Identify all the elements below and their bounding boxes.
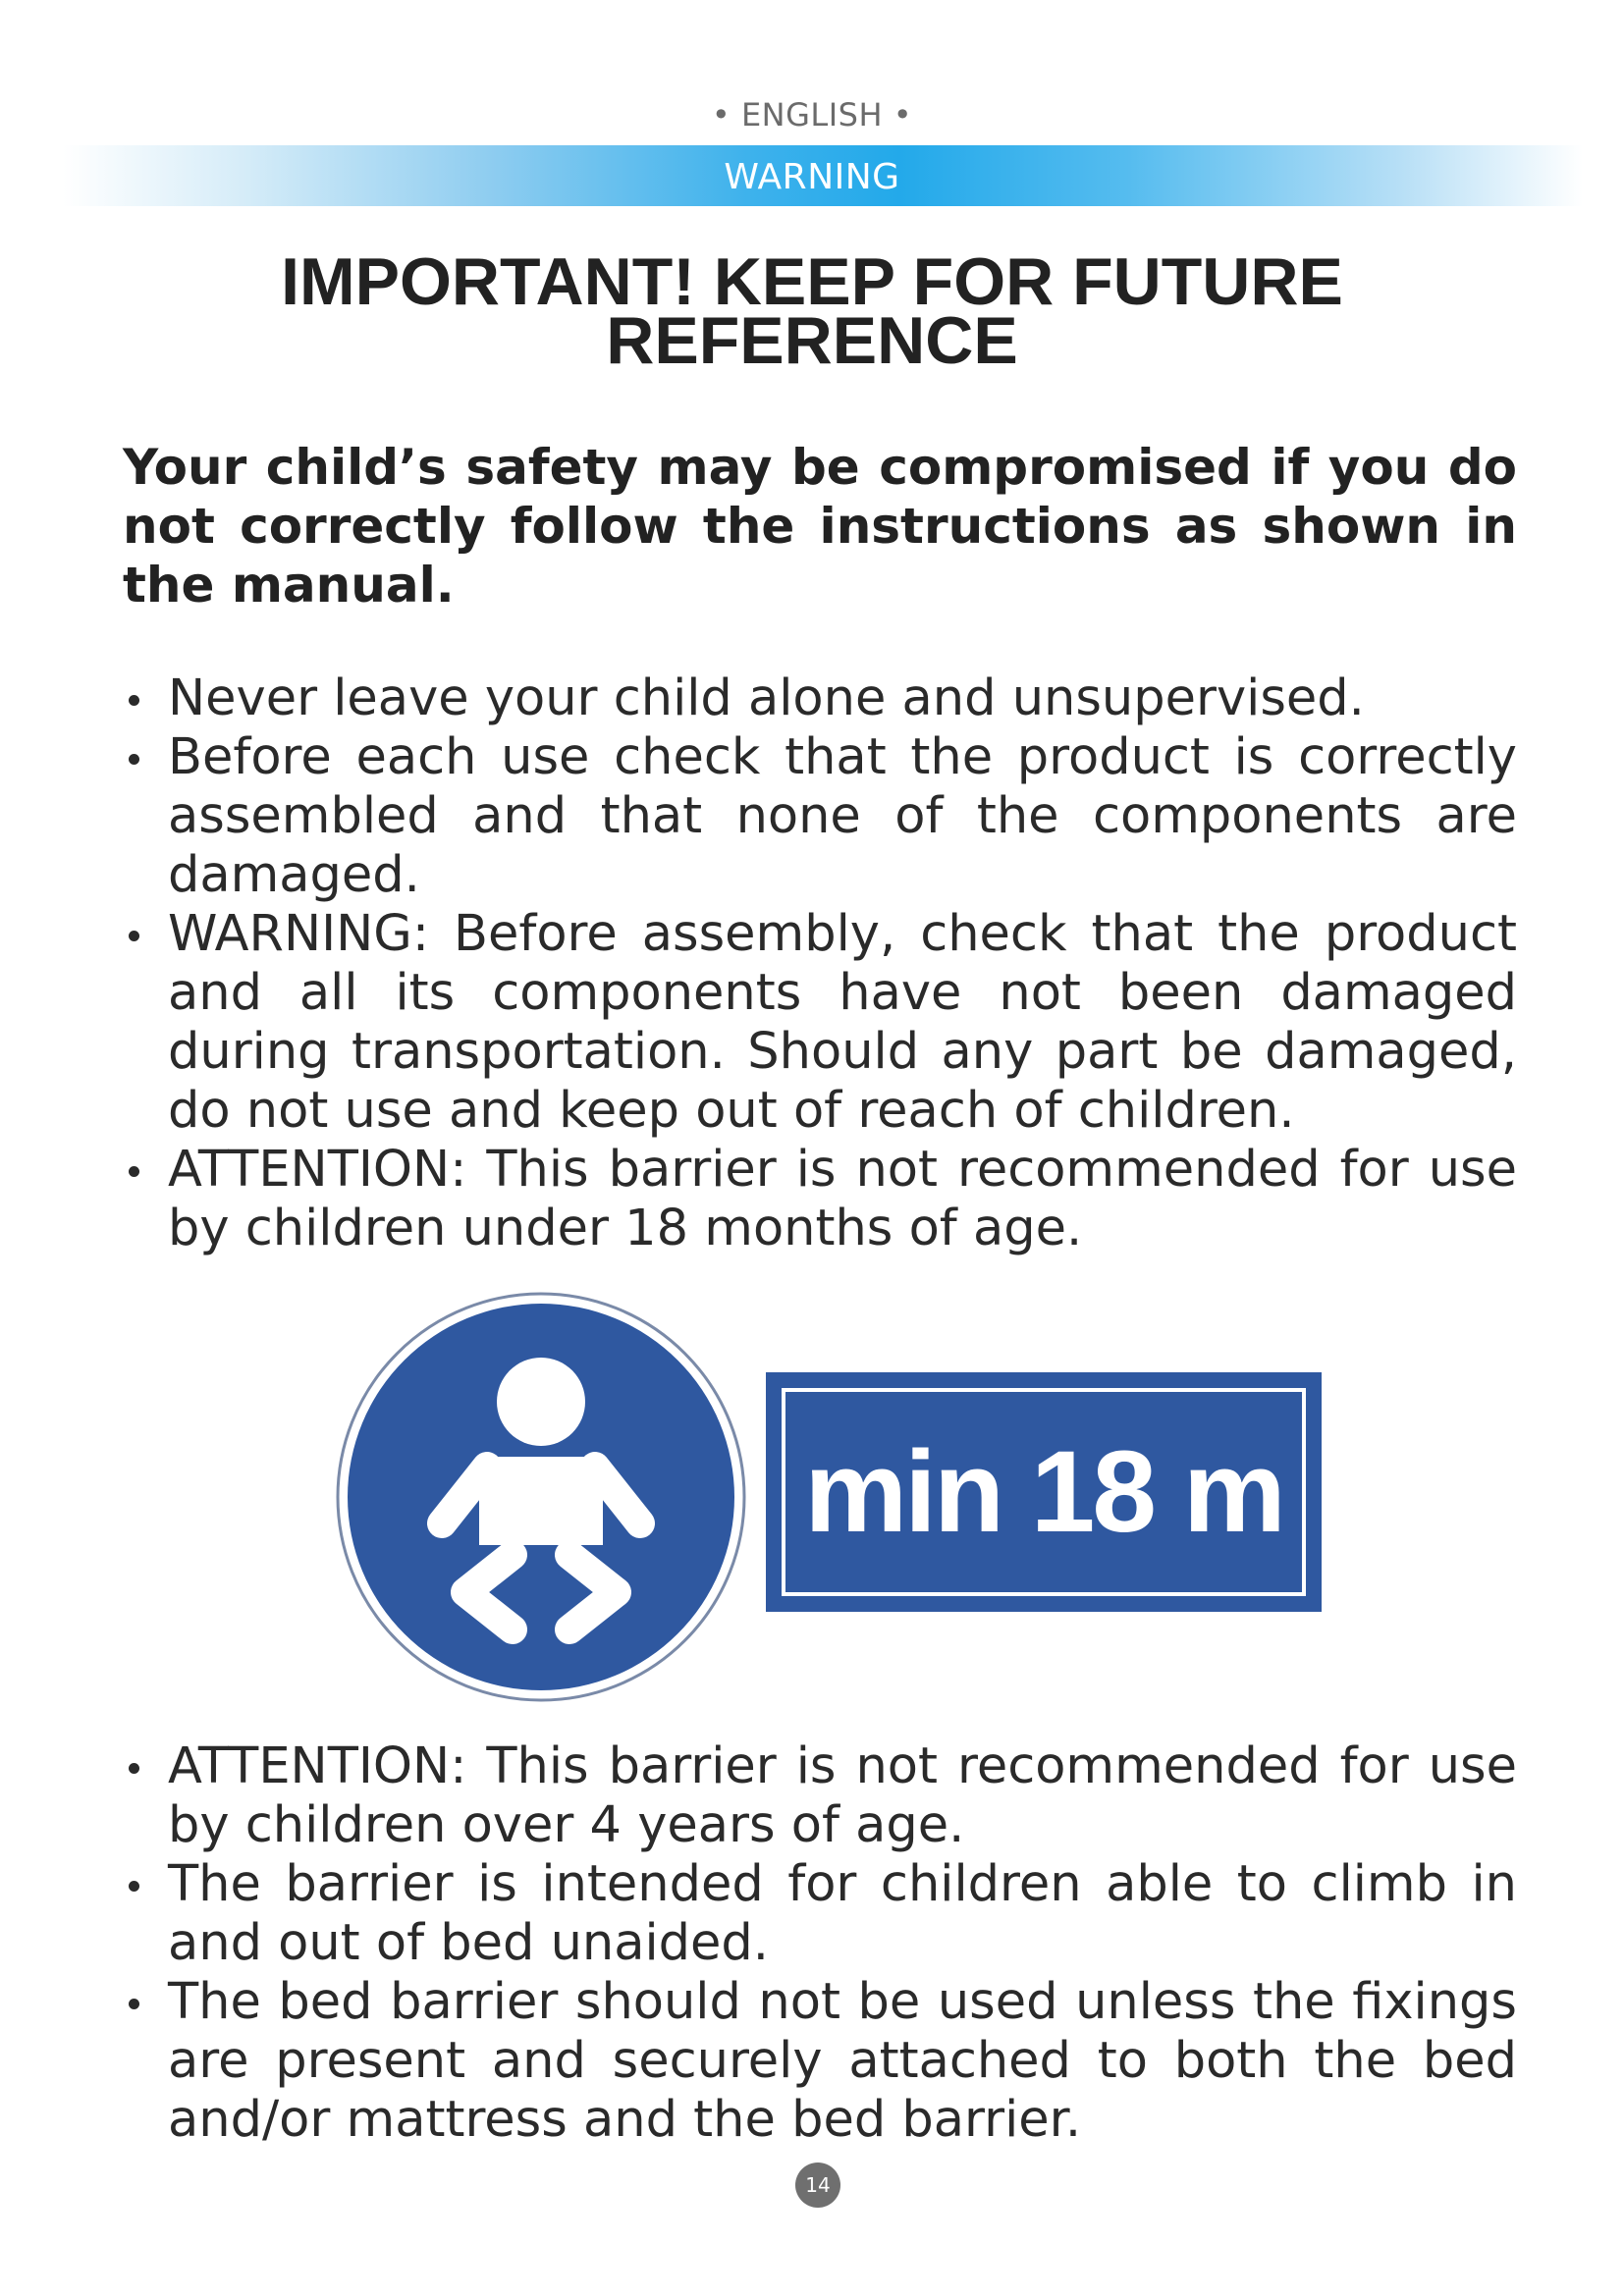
page-title: IMPORTANT! KEEP FOR FUTURE REFERENCE (281, 244, 1343, 378)
list-item: The bed barrier should not be used unless the fixings are present and securely attached to both the bed and/or mattress and the bed barrier. (123, 1973, 1517, 2150)
min-age-sign-frame (782, 1388, 1306, 1596)
baby-pictogram-icon (336, 1292, 746, 1702)
list-item: ATTENTION: This barrier is not recommended for use by children under 18 months of age. (123, 1141, 1517, 1258)
list-item: WARNING: Before assembly, check that the product and all its components have not been damaged during transportation. Should any part be damaged, do not use and keep out of reach of children. (123, 905, 1517, 1141)
list-item: ATTENTION: This barrier is not recommended for use by children over 4 years of age. (123, 1737, 1517, 1855)
min-age-label: min 18 m (804, 1427, 1283, 1557)
warning-banner-title: WARNING (724, 157, 900, 197)
list-item: Never leave your child alone and unsupervised. (123, 669, 1517, 728)
min-age-sign (766, 1372, 1322, 1612)
language-label: • ENGLISH • (711, 96, 913, 133)
list-item: The barrier is intended for children able to climb in and out of bed unaided. (123, 1855, 1517, 1973)
warning-list-top (123, 669, 1517, 1258)
list-item: Before each use check that the product is correctly assembled and that none of the components are damaged. (123, 728, 1517, 905)
page-number: 14 (795, 2163, 840, 2208)
intro-warning: Your child’s safety may be compromised if you do not correctly follow the instructions as shown in the manual. (123, 439, 1517, 614)
warning-list-bottom (123, 1737, 1517, 2150)
